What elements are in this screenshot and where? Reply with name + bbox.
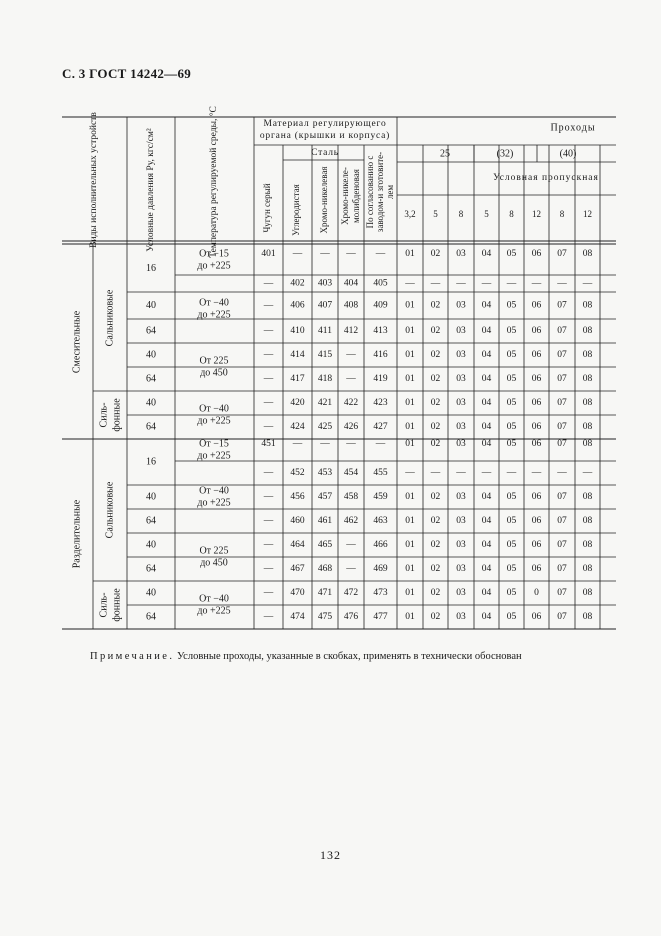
cell-r3-c10: 06 xyxy=(531,326,542,337)
cell-r3-c1: 410 xyxy=(290,326,305,337)
cell-r0-c12: 08 xyxy=(582,249,593,260)
cell-r7-c4: 427 xyxy=(373,422,388,433)
cell-r15-c3: 476 xyxy=(343,612,359,623)
header-kv-0: 3,2 xyxy=(404,209,416,220)
pressure-cell-12: 40 xyxy=(146,587,156,599)
cell-r10-c11: 07 xyxy=(557,492,567,503)
cell-r0-c4: — xyxy=(375,249,386,260)
header-chromonickelmoly-1: Хромо-никеле- xyxy=(340,167,351,225)
cell-r6-c3: 422 xyxy=(343,398,359,409)
cell-r10-c10: 06 xyxy=(531,492,542,503)
cell-r9-c4: 455 xyxy=(373,468,388,479)
cell-r2-c5: 01 xyxy=(405,300,415,311)
cell-r6-c0: — xyxy=(263,398,274,409)
cell-r13-c9: 05 xyxy=(506,564,517,575)
header-dn-0: 25 xyxy=(440,148,450,160)
pressure-cell-0: 16 xyxy=(146,262,156,274)
cell-r11-c5: 01 xyxy=(405,516,415,527)
cell-r8-c7: 03 xyxy=(456,439,466,450)
cell-r14-c7: 03 xyxy=(456,588,466,599)
cell-r13-c1: 467 xyxy=(290,564,305,575)
cell-r11-c4: 463 xyxy=(373,516,388,527)
cell-r7-c2: 425 xyxy=(317,422,333,433)
cell-r14-c11: 07 xyxy=(557,588,567,599)
header-steel: Сталь xyxy=(311,148,339,159)
pressure-cell-4: 64 xyxy=(146,373,156,385)
cell-r3-c12: 08 xyxy=(582,326,593,337)
cell-r1-c3: 404 xyxy=(343,278,359,289)
cell-r5-c1: 417 xyxy=(290,374,305,385)
cell-r5-c4: 419 xyxy=(373,374,388,385)
cell-r9-c0: — xyxy=(263,468,274,479)
cell-r4-c10: 06 xyxy=(531,350,542,361)
cell-r7-c9: 05 xyxy=(506,422,517,433)
cell-r10-c0: — xyxy=(263,492,274,503)
cell-r9-c8: — xyxy=(481,468,492,479)
cell-r11-c8: 04 xyxy=(481,516,492,527)
cell-r14-c12: 08 xyxy=(582,588,593,599)
cell-r15-c2: 475 xyxy=(317,612,333,623)
temperature-cell-4-b: до +225 xyxy=(197,450,231,462)
pressure-cell-7: 16 xyxy=(146,456,156,468)
cell-r12-c2: 465 xyxy=(317,540,333,551)
cell-r12-c3: — xyxy=(346,540,356,551)
pressure-cell-2: 64 xyxy=(146,325,156,337)
cell-r5-c7: 03 xyxy=(456,374,466,385)
cell-r1-c1: 402 xyxy=(290,278,305,289)
cell-r13-c5: 01 xyxy=(405,564,415,575)
cell-r8-c10: 06 xyxy=(531,439,542,450)
group-dividing: Разделительные xyxy=(71,499,83,569)
cell-r0-c10: 06 xyxy=(531,249,542,260)
cell-r2-c11: 07 xyxy=(557,300,567,311)
cell-r7-c7: 03 xyxy=(456,422,466,433)
cell-r6-c2: 421 xyxy=(317,398,333,409)
cell-r4-c3: — xyxy=(346,350,356,361)
cell-r2-c3: 408 xyxy=(343,300,359,311)
cell-r15-c1: 474 xyxy=(290,612,305,623)
cell-r11-c12: 08 xyxy=(582,516,593,527)
cell-r2-c10: 06 xyxy=(531,300,542,311)
cell-r8-c1: — xyxy=(292,439,303,450)
cell-r2-c4: 409 xyxy=(373,300,388,311)
cell-r6-c12: 08 xyxy=(582,398,593,409)
cell-r10-c9: 05 xyxy=(506,492,517,503)
header-agreement-1: По согласованию с xyxy=(365,155,376,229)
cell-r15-c0: — xyxy=(263,612,274,623)
temperature-cell-7-b: до +225 xyxy=(197,605,231,617)
cell-r4-c9: 05 xyxy=(506,350,517,361)
cell-r4-c0: — xyxy=(263,350,274,361)
cell-r4-c2: 415 xyxy=(317,350,333,361)
cell-r1-c7: — xyxy=(456,278,466,289)
cell-r5-c2: 418 xyxy=(317,374,333,385)
cell-r14-c5: 01 xyxy=(405,588,415,599)
cell-r12-c6: 02 xyxy=(430,540,441,551)
cell-r14-c4: 473 xyxy=(373,588,388,599)
cell-r1-c4: 405 xyxy=(373,278,388,289)
cell-r3-c7: 03 xyxy=(456,326,466,337)
header-dn-2: (40) xyxy=(559,148,577,160)
cell-r1-c9: — xyxy=(506,278,517,289)
temperature-cell-3-b: до +225 xyxy=(197,415,231,427)
cell-r6-c7: 03 xyxy=(456,398,466,409)
cell-r3-c11: 07 xyxy=(557,326,567,337)
cell-r1-c10: — xyxy=(531,278,542,289)
cell-r6-c10: 06 xyxy=(531,398,542,409)
cell-r0-c7: 03 xyxy=(456,249,466,260)
cell-r15-c10: 06 xyxy=(531,612,542,623)
subgroup-bellows-2a: Силь- xyxy=(98,592,110,618)
cell-r1-c0: — xyxy=(263,278,274,289)
cell-r1-c11: — xyxy=(557,278,567,289)
pressure-cell-6: 64 xyxy=(146,421,156,433)
cell-r10-c12: 08 xyxy=(582,492,593,503)
cell-r6-c4: 423 xyxy=(373,398,388,409)
pressure-cell-9: 64 xyxy=(146,515,156,527)
note-lead: Примечание. xyxy=(90,651,175,662)
header-kv-2: 8 xyxy=(458,209,464,220)
cell-r9-c2: 453 xyxy=(317,468,333,479)
cell-r15-c6: 02 xyxy=(430,612,441,623)
page-header: С. 3 ГОСТ 14242—69 xyxy=(62,66,192,81)
cell-r2-c1: 406 xyxy=(290,300,305,311)
cell-r5-c6: 02 xyxy=(430,374,441,385)
cell-r6-c11: 07 xyxy=(557,398,567,409)
cell-r13-c7: 03 xyxy=(456,564,466,575)
cell-r7-c11: 07 xyxy=(557,422,567,433)
cell-r14-c8: 04 xyxy=(481,588,492,599)
temperature-cell-6-b: до 450 xyxy=(200,557,228,569)
cell-r15-c9: 05 xyxy=(506,612,517,623)
header-chromonickel: Хромо-никелевая xyxy=(319,166,330,234)
page-number: 132 xyxy=(320,848,341,862)
cell-r12-c10: 06 xyxy=(531,540,542,551)
cell-r14-c1: 470 xyxy=(290,588,305,599)
pressure-cell-13: 64 xyxy=(146,611,156,623)
cell-r3-c3: 412 xyxy=(343,326,359,337)
cell-r15-c4: 477 xyxy=(373,612,388,623)
cell-r1-c5: — xyxy=(405,278,415,289)
cell-r0-c0: 401 xyxy=(261,249,276,260)
temperature-cell-1-b: до +225 xyxy=(197,309,231,321)
cell-r13-c6: 02 xyxy=(430,564,441,575)
cell-r3-c4: 413 xyxy=(373,326,388,337)
cell-r8-c6: 02 xyxy=(430,439,441,450)
header-agreement-3: лем xyxy=(385,184,396,200)
cell-r10-c1: 456 xyxy=(290,492,305,503)
cell-r7-c8: 04 xyxy=(481,422,492,433)
temperature-cell-5-b: до +225 xyxy=(197,497,231,509)
temperature-cell-0-b: до +225 xyxy=(197,260,231,272)
cell-r0-c1: — xyxy=(292,249,303,260)
cell-r6-c1: 420 xyxy=(290,398,305,409)
cell-r13-c8: 04 xyxy=(481,564,492,575)
note-text: Условные проходы, указанные в скобках, применять в технически обоснован xyxy=(174,651,522,662)
cell-r2-c0: — xyxy=(263,300,274,311)
cell-r11-c2: 461 xyxy=(317,516,333,527)
pressure-cell-5: 40 xyxy=(146,397,156,409)
cell-r4-c1: 414 xyxy=(290,350,305,361)
cell-r0-c11: 07 xyxy=(557,249,567,260)
cell-r8-c2: — xyxy=(320,439,330,450)
cell-r13-c10: 06 xyxy=(531,564,542,575)
temperature-cell-2-a: От 225 xyxy=(199,355,229,367)
cell-r0-c3: — xyxy=(346,249,356,260)
cell-r5-c12: 08 xyxy=(582,374,593,385)
cell-r10-c4: 459 xyxy=(373,492,388,503)
cell-r7-c3: 426 xyxy=(343,422,359,433)
header-agreement-2: заводом-и зготовите- xyxy=(375,151,386,233)
cell-r4-c7: 03 xyxy=(456,350,466,361)
cell-r10-c5: 01 xyxy=(405,492,415,503)
cell-r8-c12: 08 xyxy=(582,439,593,450)
cell-r9-c9: — xyxy=(506,468,517,479)
header-chromonickelmoly-2: молибденовая xyxy=(351,169,362,223)
subgroup-bellows-2b: фонные xyxy=(111,588,123,622)
header-kv-3: 5 xyxy=(484,209,489,220)
cell-r5-c10: 06 xyxy=(531,374,542,385)
temperature-cell-2-b: до 450 xyxy=(200,367,228,379)
header-cast-iron: Чугун серый xyxy=(262,183,273,233)
temperature-cell-0-a: От −15 xyxy=(199,248,229,260)
pressure-cell-11: 64 xyxy=(146,563,156,575)
header-kv-7: 12 xyxy=(583,209,592,220)
cell-r8-c9: 05 xyxy=(506,439,517,450)
cell-r13-c11: 07 xyxy=(557,564,567,575)
cell-r0-c5: 01 xyxy=(405,249,415,260)
cell-r13-c2: 468 xyxy=(317,564,333,575)
cell-r11-c0: — xyxy=(263,516,274,527)
subgroup-gland-2: Сальниковые xyxy=(104,481,116,539)
subgroup-gland-1: Сальниковые xyxy=(104,289,116,347)
temperature-cell-1-a: От −40 xyxy=(199,297,229,309)
header-carbon: Углеродистая xyxy=(291,184,302,236)
cell-r7-c5: 01 xyxy=(405,422,415,433)
cell-r12-c12: 08 xyxy=(582,540,593,551)
cell-r9-c1: 452 xyxy=(290,468,305,479)
cell-r12-c5: 01 xyxy=(405,540,415,551)
cell-r15-c11: 07 xyxy=(557,612,567,623)
pressure-cell-1: 40 xyxy=(146,299,156,311)
cell-r12-c11: 07 xyxy=(557,540,567,551)
cell-r6-c6: 02 xyxy=(430,398,441,409)
cell-r1-c6: — xyxy=(430,278,441,289)
cell-r15-c5: 01 xyxy=(405,612,415,623)
pressure-cell-10: 40 xyxy=(146,539,156,551)
cell-r11-c7: 03 xyxy=(456,516,466,527)
subgroup-bellows-1a: Силь- xyxy=(98,402,110,428)
cell-r8-c3: — xyxy=(346,439,356,450)
cell-r10-c8: 04 xyxy=(481,492,492,503)
cell-r13-c3: — xyxy=(346,564,356,575)
cell-r11-c6: 02 xyxy=(430,516,441,527)
cell-r4-c4: 416 xyxy=(373,350,388,361)
cell-r0-c6: 02 xyxy=(430,249,441,260)
cell-r5-c9: 05 xyxy=(506,374,517,385)
cell-r14-c6: 02 xyxy=(430,588,441,599)
cell-r2-c9: 05 xyxy=(506,300,517,311)
header-passages: Проходы xyxy=(550,122,596,134)
cell-r15-c8: 04 xyxy=(481,612,492,623)
temperature-cell-7-a: От −40 xyxy=(199,593,229,605)
cell-r8-c0: 451 xyxy=(261,439,276,450)
cell-r14-c10: 0 xyxy=(534,588,539,599)
cell-r0-c9: 05 xyxy=(506,249,517,260)
header-temperature: Температура регулируемой среды, °С xyxy=(209,106,220,258)
cell-r1-c8: — xyxy=(481,278,492,289)
cell-r9-c12: — xyxy=(582,468,593,479)
cell-r5-c11: 07 xyxy=(557,374,567,385)
cell-r10-c3: 458 xyxy=(343,492,359,503)
cell-r8-c5: 01 xyxy=(405,439,415,450)
cell-r12-c8: 04 xyxy=(481,540,492,551)
header-material-line2: органа (крышки и корпуса) xyxy=(259,131,391,142)
header-kv-1: 5 xyxy=(433,209,438,220)
cell-r6-c8: 04 xyxy=(481,398,492,409)
cell-r14-c3: 472 xyxy=(343,588,359,599)
cell-r11-c3: 462 xyxy=(343,516,359,527)
table-note xyxy=(90,651,522,662)
cell-r6-c9: 05 xyxy=(506,398,517,409)
cell-r10-c2: 457 xyxy=(317,492,333,503)
temperature-cell-6-a: От 225 xyxy=(199,545,229,557)
temperature-cell-4-a: От −15 xyxy=(199,438,229,450)
cell-r4-c12: 08 xyxy=(582,350,593,361)
cell-r4-c11: 07 xyxy=(557,350,567,361)
cell-r5-c3: — xyxy=(346,374,356,385)
cell-r4-c6: 02 xyxy=(430,350,441,361)
cell-r3-c9: 05 xyxy=(506,326,517,337)
cell-r12-c0: — xyxy=(263,540,274,551)
cell-r1-c2: 403 xyxy=(317,278,333,289)
cell-r2-c8: 04 xyxy=(481,300,492,311)
cell-r10-c6: 02 xyxy=(430,492,441,503)
temperature-cell-3-a: От −40 xyxy=(199,403,229,415)
cell-r2-c12: 08 xyxy=(582,300,593,311)
cell-r4-c8: 04 xyxy=(481,350,492,361)
cell-r12-c1: 464 xyxy=(290,540,305,551)
cell-r3-c0: — xyxy=(263,326,274,337)
header-kv-4: 8 xyxy=(509,209,514,220)
cell-r13-c12: 08 xyxy=(582,564,593,575)
cell-r12-c9: 05 xyxy=(506,540,517,551)
cell-r15-c12: 08 xyxy=(582,612,593,623)
cell-r9-c3: 454 xyxy=(343,468,359,479)
header-pressure: Условные давления Ру, кгс/см² xyxy=(146,128,157,252)
cell-r6-c5: 01 xyxy=(405,398,415,409)
header-dn-1: (32) xyxy=(496,148,514,160)
header-kv-6: 8 xyxy=(559,209,565,220)
cell-r9-c10: — xyxy=(531,468,542,479)
cell-r0-c8: 04 xyxy=(481,249,492,260)
header-material-line1: Материал регулирующего xyxy=(263,119,387,130)
header-capacity: Условная пропускная xyxy=(493,173,599,184)
cell-r12-c7: 03 xyxy=(456,540,466,551)
cell-r9-c11: — xyxy=(557,468,567,479)
cell-r8-c8: 04 xyxy=(481,439,492,450)
cell-r14-c2: 471 xyxy=(317,588,333,599)
cell-r8-c4: — xyxy=(375,439,386,450)
cell-r13-c0: — xyxy=(263,564,274,575)
pressure-cell-8: 40 xyxy=(146,491,156,503)
cell-r15-c7: 03 xyxy=(456,612,466,623)
cell-r2-c6: 02 xyxy=(430,300,441,311)
cell-r2-c7: 03 xyxy=(456,300,466,311)
cell-r11-c10: 06 xyxy=(531,516,542,527)
cell-r14-c0: — xyxy=(263,588,274,599)
cell-r7-c12: 08 xyxy=(582,422,593,433)
cell-r7-c10: 06 xyxy=(531,422,542,433)
cell-r4-c5: 01 xyxy=(405,350,415,361)
cell-r14-c9: 05 xyxy=(506,588,517,599)
cell-r7-c1: 424 xyxy=(290,422,305,433)
cell-r11-c1: 460 xyxy=(290,516,305,527)
cell-r10-c7: 03 xyxy=(456,492,466,503)
group-mixing: Смесительные xyxy=(71,310,83,374)
temperature-cell-5-a: От −40 xyxy=(199,485,229,497)
subgroup-bellows-1b: фонные xyxy=(111,398,123,432)
cell-r9-c6: — xyxy=(430,468,441,479)
cell-r1-c12: — xyxy=(582,278,593,289)
cell-r5-c5: 01 xyxy=(405,374,415,385)
pressure-cell-3: 40 xyxy=(146,349,156,361)
cell-r3-c6: 02 xyxy=(430,326,441,337)
cell-r9-c5: — xyxy=(405,468,415,479)
cell-r2-c2: 407 xyxy=(317,300,333,311)
cell-r7-c0: — xyxy=(263,422,274,433)
cell-r9-c7: — xyxy=(456,468,466,479)
cell-r11-c9: 05 xyxy=(506,516,517,527)
cell-r3-c8: 04 xyxy=(481,326,492,337)
header-kv-5: 12 xyxy=(532,209,541,220)
cell-r8-c11: 07 xyxy=(557,439,567,450)
cell-r5-c8: 04 xyxy=(481,374,492,385)
cell-r5-c0: — xyxy=(263,374,274,385)
cell-r3-c2: 411 xyxy=(318,326,332,337)
cell-r7-c6: 02 xyxy=(430,422,441,433)
cell-r13-c4: 469 xyxy=(373,564,388,575)
cell-r12-c4: 466 xyxy=(373,540,388,551)
cell-r11-c11: 07 xyxy=(557,516,567,527)
cell-r3-c5: 01 xyxy=(405,326,415,337)
header-device-types: Виды исполнительных устройств xyxy=(89,112,100,248)
cell-r0-c2: — xyxy=(320,249,330,260)
